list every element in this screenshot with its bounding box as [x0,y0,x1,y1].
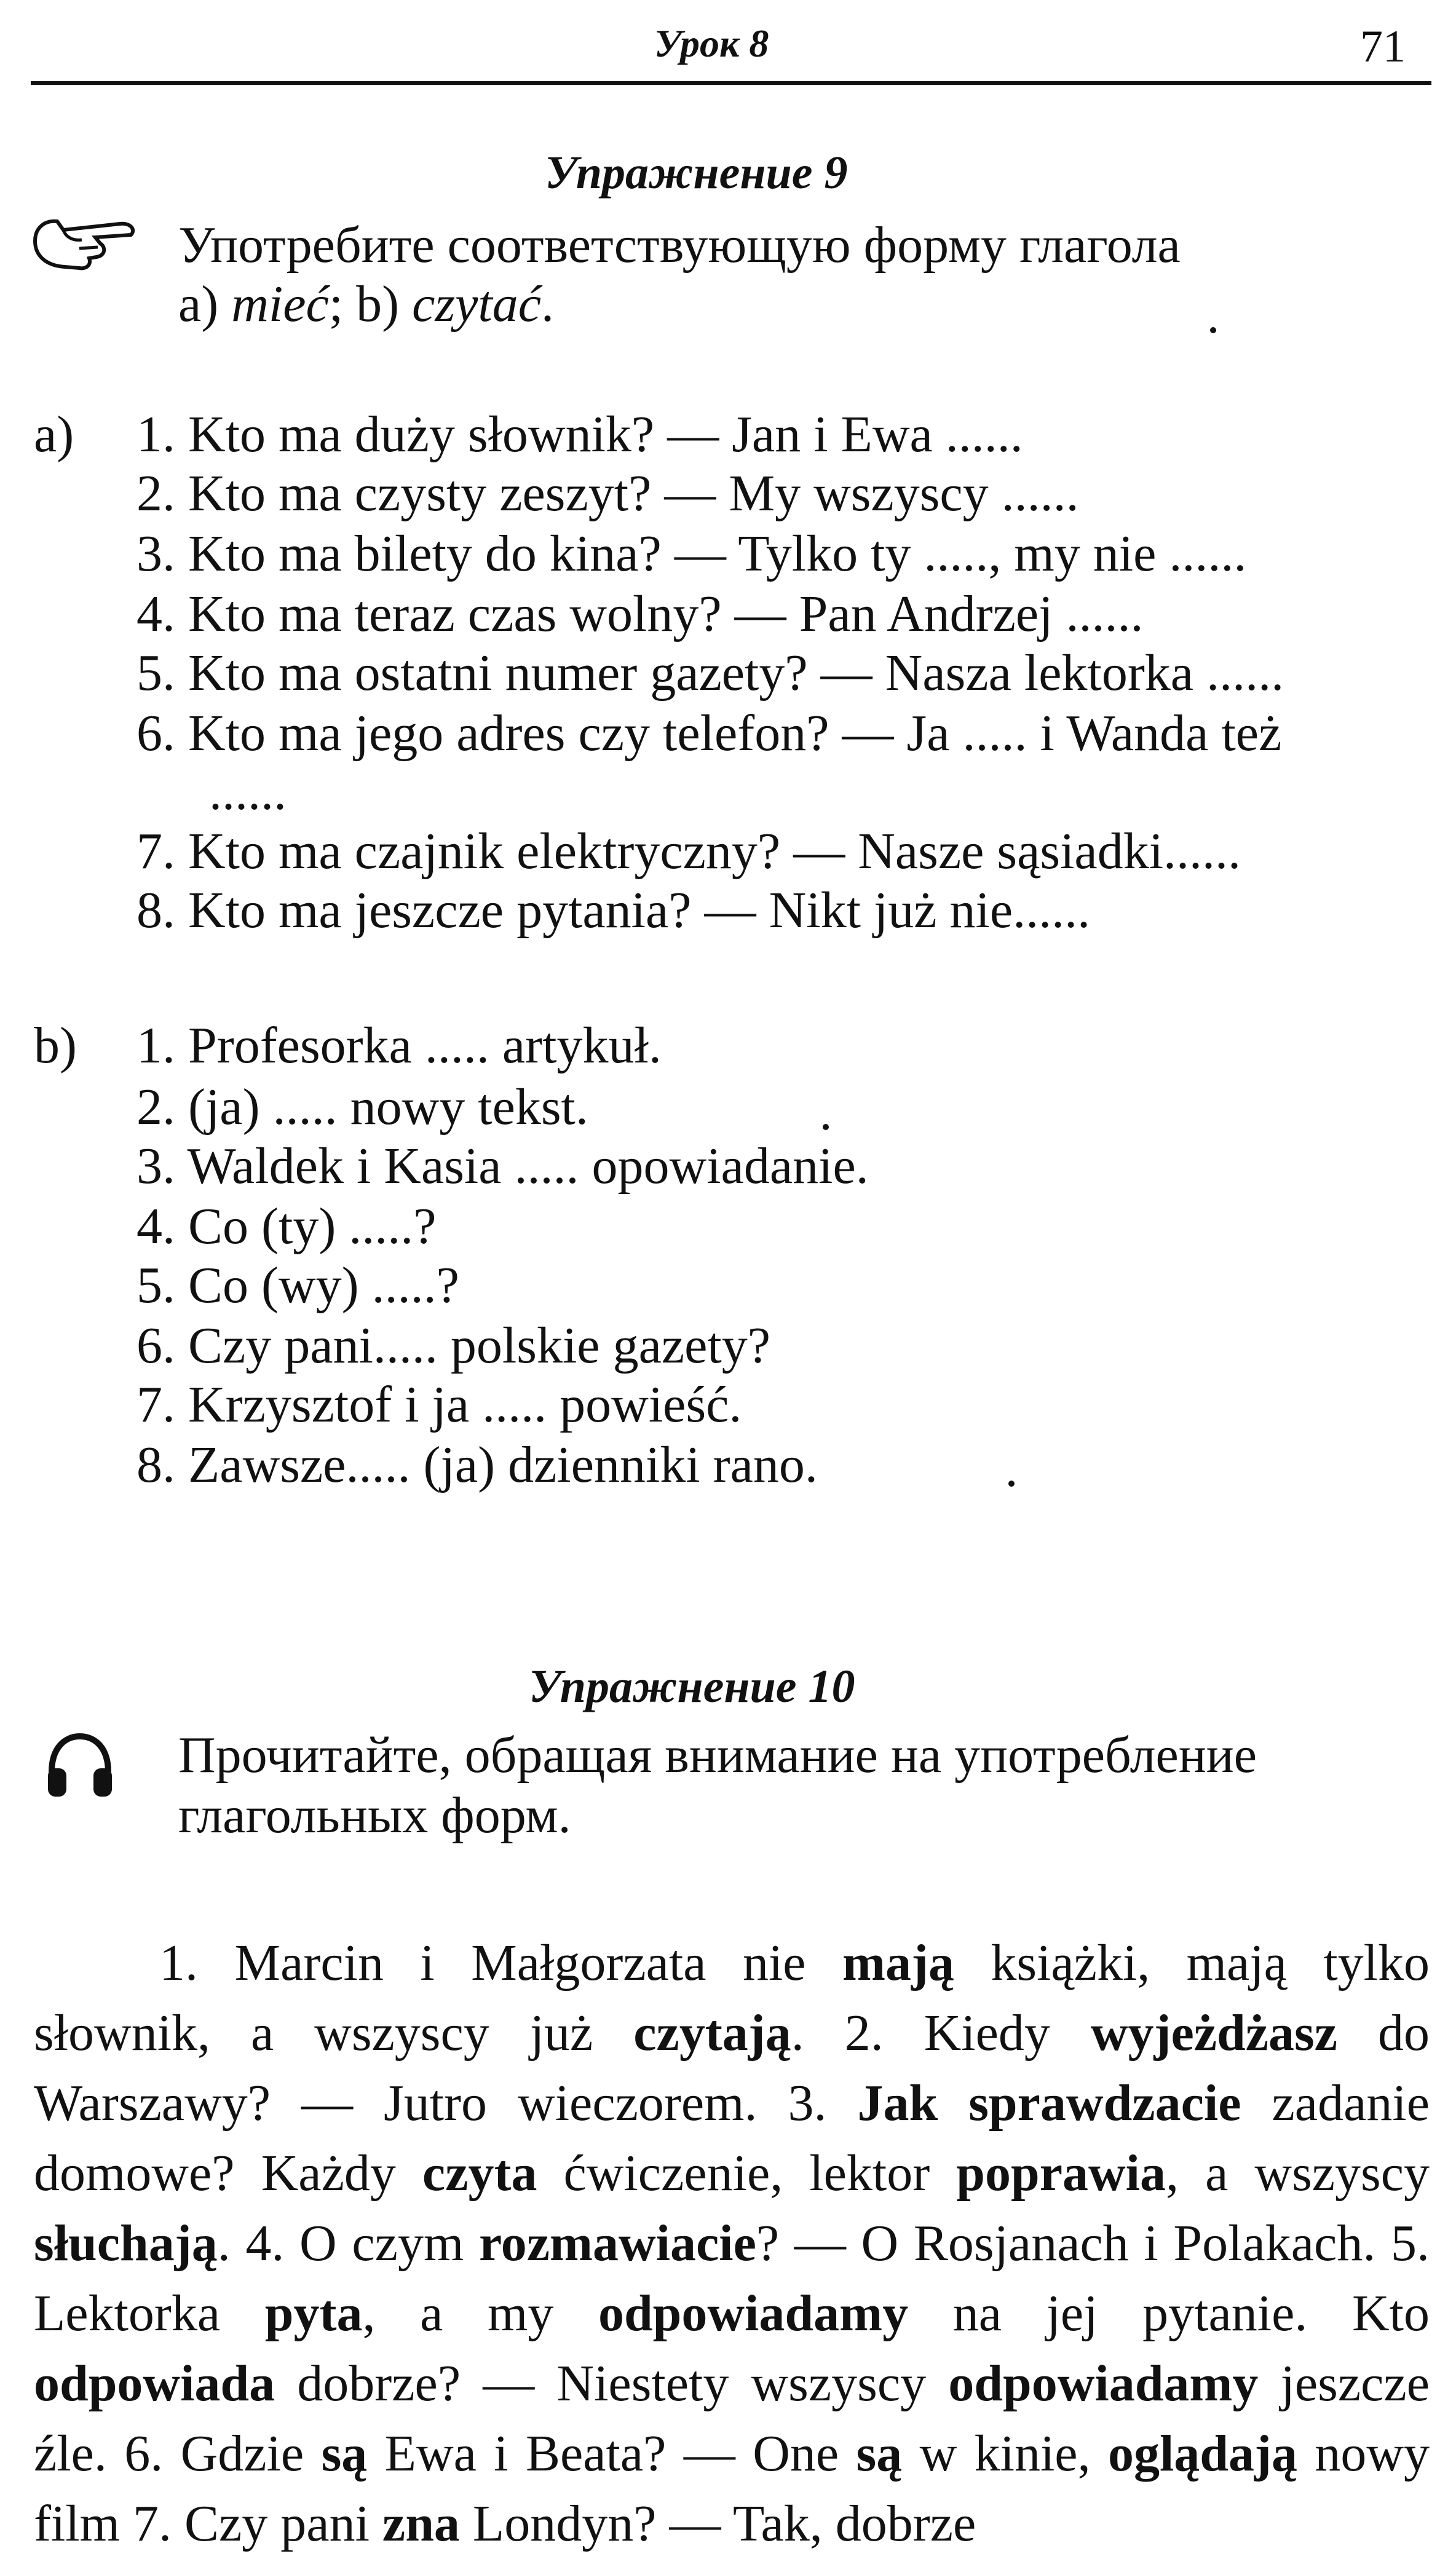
stray-dot [1210,327,1216,333]
prose-text: nowy film 7. Czy pani [34,2425,1430,2552]
stray-dot [1008,1481,1015,1487]
header-rule [31,81,1431,85]
list-item: 1. Kto ma duży słownik? — Jan i Ewa ...... [136,406,1023,463]
prose-text: . 2. Kiedy [791,2004,1091,2062]
exercise-10-instruction-cont: глагольных форм. [178,1787,571,1844]
list-item: 3. Waldek i Kasia ..... opowiadanie. [136,1137,869,1195]
bold-verb: poprawia [956,2145,1166,2202]
list-item: 6. Kto ma jego adres czy telefon? — Ja ..... i Wanda też [136,705,1282,762]
chapter-title: Урок 8 [654,22,769,65]
prose-text: , a my [362,2285,598,2342]
bold-verb: czyta [422,2145,537,2202]
bold-verb: czytają [633,2004,791,2062]
headphones-icon [43,1729,117,1803]
list-item: 7. Krzysztof i ja ..... powieść. [136,1376,742,1433]
page-number: 71 [1360,22,1406,72]
exercise-9-verbs [178,274,554,334]
bold-verb: wyjeżdżasz [1090,2004,1338,2062]
list-item: 2. Kto ma czysty zeszyt? — My wszyscy ...... [136,465,1079,522]
verb-a: mieć [231,275,329,333]
list-item: 5. Co (wy) .....? [136,1257,459,1314]
list-item: 5. Kto ma ostatni numer gazety? — Nasza lektorka ...... [136,644,1284,702]
list-item: 4. Kto ma teraz czas wolny? — Pan Andrzej ...... [136,585,1144,643]
list-item: 1. Profesorka ..... artykuł. [136,1017,662,1074]
exercise-10-instruction: Прочитайте, обращая внимание на употребление [178,1726,1257,1784]
prose-text: książki, mają tylko słownik, a wszyscy już [34,1934,1430,2062]
bold-verb: są [856,2425,903,2482]
prose-text: ćwiczenie, lektor [537,2145,957,2202]
exercise-9-title: Упражнение 9 [545,147,848,199]
prose-text: jeszcze źle. 6. Gdzie [34,2355,1430,2482]
exercise-10-text [34,1928,1430,2559]
prose-text: . 4. O czym [217,2215,479,2272]
list-item: 6. Czy pani..... polskie gazety? [136,1317,771,1374]
prose-text: ? — O Rosjanach i Polakach. 5. Lektorka [34,2215,1430,2342]
bold-verb: rozmawiacie [478,2215,756,2272]
instruction-separator: ; b) [328,275,413,333]
prose-text: na jej pytanie. Kto [908,2285,1430,2342]
bold-verb: Jak sprawdzacie [857,2074,1241,2132]
list-item: 8. Kto ma jeszcze pytania? — Nikt już nie...... [136,882,1091,939]
verb-b: czytać [412,275,542,333]
bold-verb: są [321,2425,368,2482]
prose-text: zadanie domowe? Każdy [34,2074,1430,2202]
bold-verb: odpowiadamy [948,2355,1259,2412]
instruction-prefix-a: a) [178,275,232,333]
list-item-continuation: ...... [209,764,287,821]
pointing-hand-icon [28,209,157,277]
part-a-marker: a) [34,406,74,463]
bold-verb: słuchają [34,2215,218,2272]
bold-verb: odpowiadamy [598,2285,909,2342]
prose-text: dobrze? — Niestety wszyscy [275,2355,949,2412]
prose-text: do Warszawy? — Jutro wieczorem. 3. [34,2004,1430,2132]
bold-verb: zna [382,2495,460,2552]
exercise-10-title: Упражнение 10 [529,1661,855,1712]
list-item: 2. (ja) ..... nowy tekst. [136,1078,588,1136]
prose-text: Ewa i Beata? — One [367,2425,857,2482]
stray-dot [823,1124,829,1130]
bold-verb: oglądają [1107,2425,1297,2482]
prose-text: w kinie, [902,2425,1108,2482]
bold-verb: mają [842,1934,954,1991]
list-item: 3. Kto ma bilety do kina? — Tylko ty ....., my nie ...... [136,525,1247,582]
prose-text: Londyn? — Tak, dobrze [459,2495,976,2552]
list-item: 4. Co (ty) .....? [136,1198,437,1255]
prose-text: , a wszyscy [1166,2145,1430,2202]
prose-text: 1. Marcin i Małgorzata nie [159,1934,842,1991]
list-item: 7. Kto ma czajnik elektryczny? — Nasze sąsiadki...... [136,823,1241,880]
part-b-marker: b) [34,1017,77,1074]
bold-verb: odpowiada [34,2355,275,2412]
bold-verb: pyta [264,2285,363,2342]
exercise-9-instruction: Употребите соответствующую форму глагола [178,216,1181,274]
instruction-end: . [541,275,555,333]
list-item: 8. Zawsze..... (ja) dzienniki rano. [136,1436,818,1493]
